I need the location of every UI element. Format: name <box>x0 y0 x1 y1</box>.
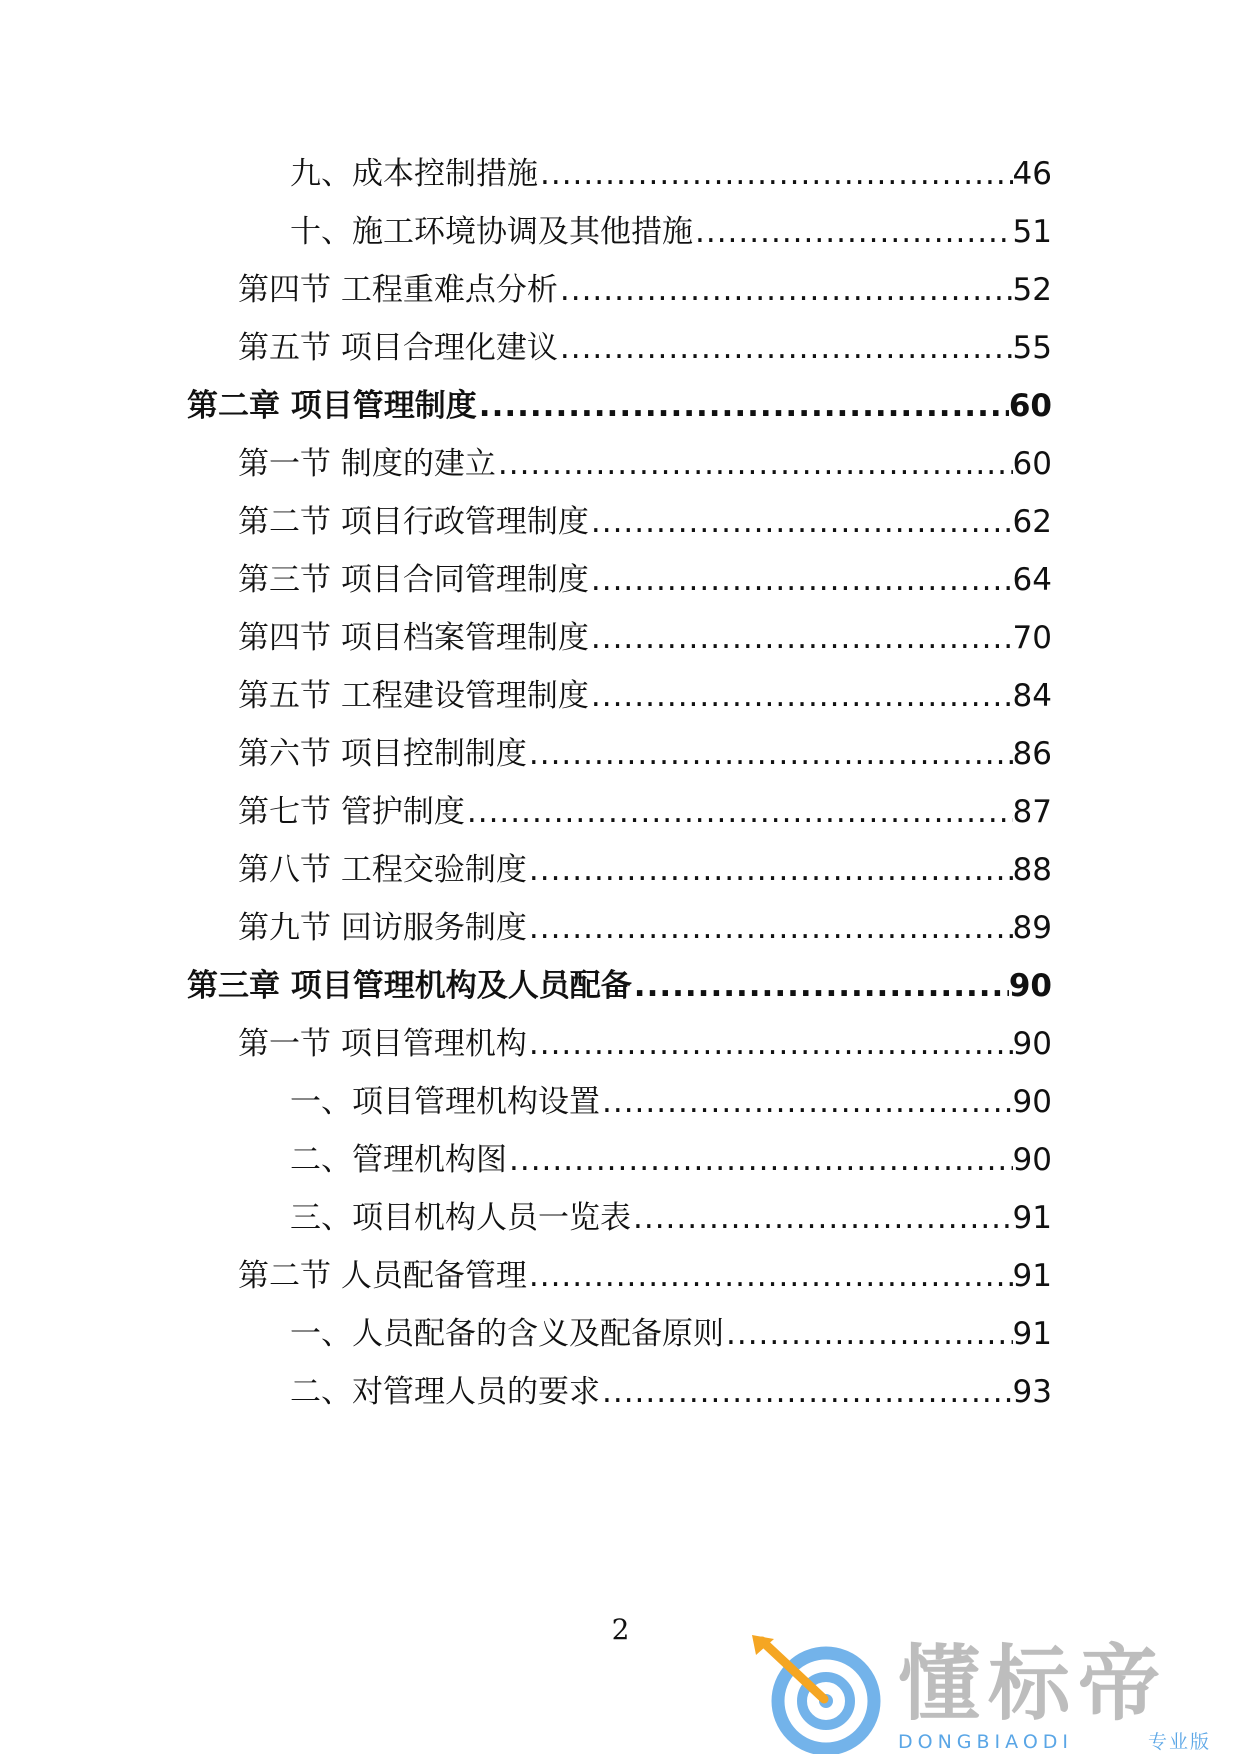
toc-page-number: 51 <box>1012 214 1052 250</box>
toc-entry-title: 第三章 项目管理机构及人员配备 <box>187 968 632 1004</box>
toc-dot-leader <box>477 386 1009 426</box>
toc-dot-leader <box>465 792 1013 832</box>
toc-chapter-entry[interactable] <box>0 956 1052 1006</box>
toc-dot-leader <box>527 908 1013 948</box>
toc-page-number: 90 <box>1012 1142 1052 1178</box>
toc-entry-title: 九、成本控制措施 <box>290 156 538 192</box>
toc-section-entry[interactable] <box>0 724 1052 774</box>
toc-page-number: 70 <box>1012 620 1052 656</box>
toc-entry-title: 第八节 工程交验制度 <box>238 852 527 888</box>
toc-page-number: 86 <box>1012 736 1052 772</box>
toc-section-entry[interactable] <box>0 434 1052 484</box>
toc-entry-title: 第二节 项目行政管理制度 <box>238 504 589 540</box>
toc-page-number: 87 <box>1012 794 1052 830</box>
toc-section-entry[interactable] <box>0 550 1052 600</box>
toc-dot-leader <box>589 560 1013 600</box>
toc-section-entry[interactable] <box>0 318 1052 368</box>
brand-subtitle: DONGBIAODI <box>898 1731 1074 1753</box>
toc-dot-leader <box>507 1140 1013 1180</box>
toc-dot-leader <box>589 618 1013 658</box>
toc-subsection-entry[interactable] <box>0 1304 1052 1354</box>
toc-entry-title: 第一节 制度的建立 <box>238 446 496 482</box>
toc-dot-leader <box>527 1024 1013 1064</box>
toc-subsection-entry[interactable] <box>0 1072 1052 1122</box>
toc-subsection-entry[interactable] <box>0 1130 1052 1180</box>
toc-page-number: 91 <box>1012 1200 1052 1236</box>
toc-section-entry[interactable] <box>0 898 1052 948</box>
toc-dot-leader <box>724 1314 1013 1354</box>
toc-section-entry[interactable] <box>0 1014 1052 1064</box>
toc-dot-leader <box>527 734 1013 774</box>
toc-page-number: 84 <box>1012 678 1052 714</box>
toc-entry-title: 第七节 管护制度 <box>238 794 465 830</box>
toc-dot-leader <box>538 154 1013 194</box>
toc-page-number: 90 <box>1012 1026 1052 1062</box>
toc-page-number: 52 <box>1012 272 1052 308</box>
toc-page-number: 88 <box>1012 852 1052 888</box>
toc-entry-title: 第五节 工程建设管理制度 <box>238 678 589 714</box>
toc-page-number: 60 <box>1012 446 1052 482</box>
toc-dot-leader <box>589 502 1013 542</box>
toc-dot-leader <box>558 328 1013 368</box>
toc-entry-title: 一、人员配备的含义及配备原则 <box>290 1316 724 1352</box>
toc-entry-title: 第九节 回访服务制度 <box>238 910 527 946</box>
toc-entry-title: 第五节 项目合理化建议 <box>238 330 558 366</box>
toc-entry-title: 十、施工环境协调及其他措施 <box>290 214 693 250</box>
toc-dot-leader <box>631 1198 1013 1238</box>
toc-entry-title: 第一节 项目管理机构 <box>238 1026 527 1062</box>
toc-page-number: 62 <box>1012 504 1052 540</box>
toc-chapter-entry[interactable] <box>0 376 1052 426</box>
toc-dot-leader <box>632 966 1009 1006</box>
toc-page-number: 64 <box>1012 562 1052 598</box>
toc-section-entry[interactable] <box>0 1246 1052 1296</box>
toc-subsection-entry[interactable] <box>0 1188 1052 1238</box>
toc-entry-title: 第三节 项目合同管理制度 <box>238 562 589 598</box>
watermark-logo <box>748 1635 1238 1754</box>
toc-entry-title: 第六节 项目控制制度 <box>238 736 527 772</box>
page-number: 2 <box>611 1613 630 1646</box>
toc-subsection-entry[interactable] <box>0 1362 1052 1412</box>
toc-page-number: 55 <box>1012 330 1052 366</box>
toc-dot-leader <box>600 1372 1013 1412</box>
toc-page-number: 91 <box>1012 1258 1052 1294</box>
toc-page-number: 91 <box>1012 1316 1052 1352</box>
toc-dot-leader <box>558 270 1013 310</box>
toc-entry-title: 二、对管理人员的要求 <box>290 1374 600 1410</box>
toc-page-number: 90 <box>1008 968 1052 1004</box>
toc-section-entry[interactable] <box>0 666 1052 716</box>
brand-name: 懂标帝 <box>898 1637 1169 1732</box>
toc-subsection-entry[interactable] <box>0 202 1052 252</box>
toc-entry-title: 第二章 项目管理制度 <box>187 388 477 424</box>
toc-page-number: 46 <box>1012 156 1052 192</box>
brand-edition: 专业版 <box>1148 1731 1212 1753</box>
toc-subsection-entry[interactable] <box>0 144 1052 194</box>
toc-entry-title: 第四节 项目档案管理制度 <box>238 620 589 656</box>
toc-entry-title: 二、管理机构图 <box>290 1142 507 1178</box>
toc-entry-title: 第四节 工程重难点分析 <box>238 272 558 308</box>
toc-section-entry[interactable] <box>0 608 1052 658</box>
toc-section-entry[interactable] <box>0 492 1052 542</box>
toc-dot-leader <box>527 850 1013 890</box>
toc-dot-leader <box>527 1256 1013 1296</box>
toc-dot-leader <box>600 1082 1013 1122</box>
toc-entry-title: 第二节 人员配备管理 <box>238 1258 527 1294</box>
toc-entry-title: 一、项目管理机构设置 <box>290 1084 600 1120</box>
toc-dot-leader <box>496 444 1013 484</box>
toc-page-number: 60 <box>1008 388 1052 424</box>
toc-section-entry[interactable] <box>0 260 1052 310</box>
toc-section-entry[interactable] <box>0 840 1052 890</box>
toc-dot-leader <box>693 212 1013 252</box>
toc-page-number: 90 <box>1012 1084 1052 1120</box>
toc-entry-title: 三、项目机构人员一览表 <box>290 1200 631 1236</box>
toc-section-entry[interactable] <box>0 782 1052 832</box>
toc-dot-leader <box>589 676 1013 716</box>
toc-page-number: 89 <box>1012 910 1052 946</box>
target-arrow-icon <box>748 1635 888 1754</box>
toc-page-number: 93 <box>1012 1374 1052 1410</box>
